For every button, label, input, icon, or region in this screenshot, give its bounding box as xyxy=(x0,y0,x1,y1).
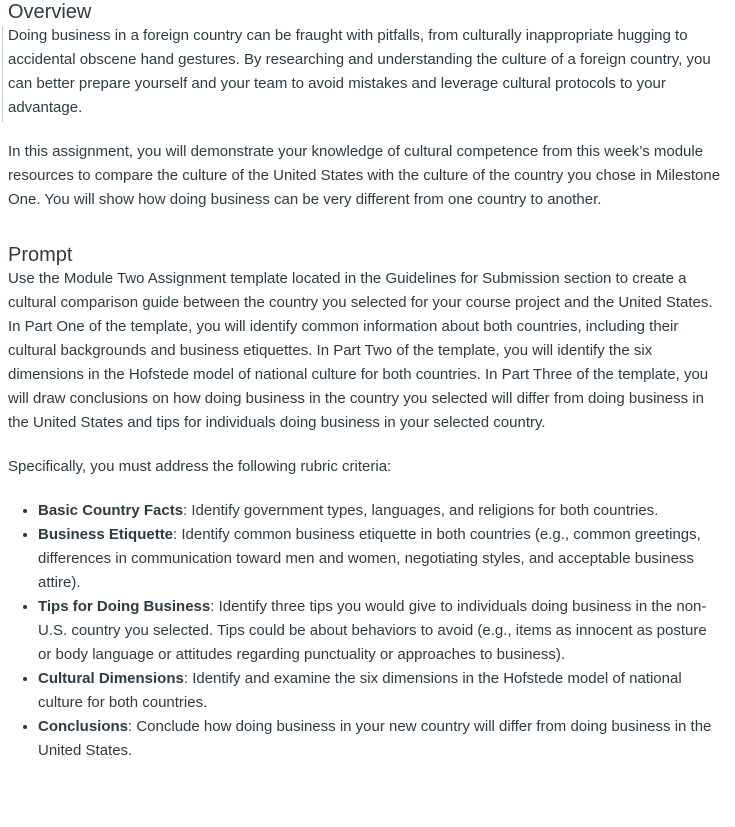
left-border-rule xyxy=(2,26,3,122)
criterion-text: : Identify government types, languages, and religions for both countries. xyxy=(183,502,659,519)
criterion-text: : Identify common business etiquette in both countries (e.g., common greetings, differences in communication toward men and women, negotiating styles, and acceptable business attire). xyxy=(38,526,701,591)
list-item xyxy=(38,499,723,523)
prompt-section xyxy=(8,243,723,763)
criterion-term: Business Etiquette xyxy=(38,526,174,543)
criterion-term: Basic Country Facts xyxy=(38,502,184,519)
rubric-criteria-list xyxy=(8,499,723,763)
criteria-lead: Specifically, you must address the following rubric criteria: xyxy=(8,458,392,475)
overview-paragraph-2: In this assignment, you will demonstrate your knowledge of cultural competence from this week’s module resources to compare the culture of the United States with the culture of the country you chose in Milestone One. You will show how doing business can be very different from one country to another. xyxy=(8,143,721,208)
overview-heading: Overview xyxy=(8,1,92,23)
criterion-text: : Conclude how doing business in your new country will differ from doing business in the United States. xyxy=(38,718,712,759)
criterion-term: Cultural Dimensions xyxy=(38,670,184,687)
list-item xyxy=(38,523,723,595)
criterion-text: : Identify and examine the six dimensions in the Hofstede model of national culture for both countries. xyxy=(38,670,682,711)
criterion-text: : Identify three tips you would give to individuals doing business in the non-U.S. country you selected. Tips could be about behaviors to avoid (e.g., items as innocent as posture or body language or attitudes regarding punctuality or approaches to business). xyxy=(38,598,707,663)
overview-section xyxy=(8,0,723,212)
criterion-term: Conclusions xyxy=(38,718,129,735)
criterion-term: Tips for Doing Business xyxy=(38,598,211,615)
overview-paragraph-1: Doing business in a foreign country can be fraught with pitfalls, from culturally inappropriate hugging to accidental obscene hand gestures. By researching and understanding the culture of a foreign country, you can better prepare yourself and your team to avoid mistakes and leverage cultural protocols to your advantage. xyxy=(8,27,711,116)
list-item xyxy=(38,595,723,667)
prompt-heading: Prompt xyxy=(8,244,73,266)
list-item xyxy=(38,715,723,763)
prompt-intro: Use the Module Two Assignment template located in the Guidelines for Submission section to create a cultural comparison guide between the country you selected for your course project and the United States. In Part One of the template, you will identify common information about both countries, including their cultural backgrounds and business etiquettes. In Part Two of the template, you will identify the six dimensions in the Hofstede model of national culture for both countries. In Part Three of the template, you will draw conclusions on how doing business in the country you selected will differ from doing business in the United States and tips for individuals doing business in your selected country. xyxy=(8,270,713,431)
list-item xyxy=(38,667,723,715)
